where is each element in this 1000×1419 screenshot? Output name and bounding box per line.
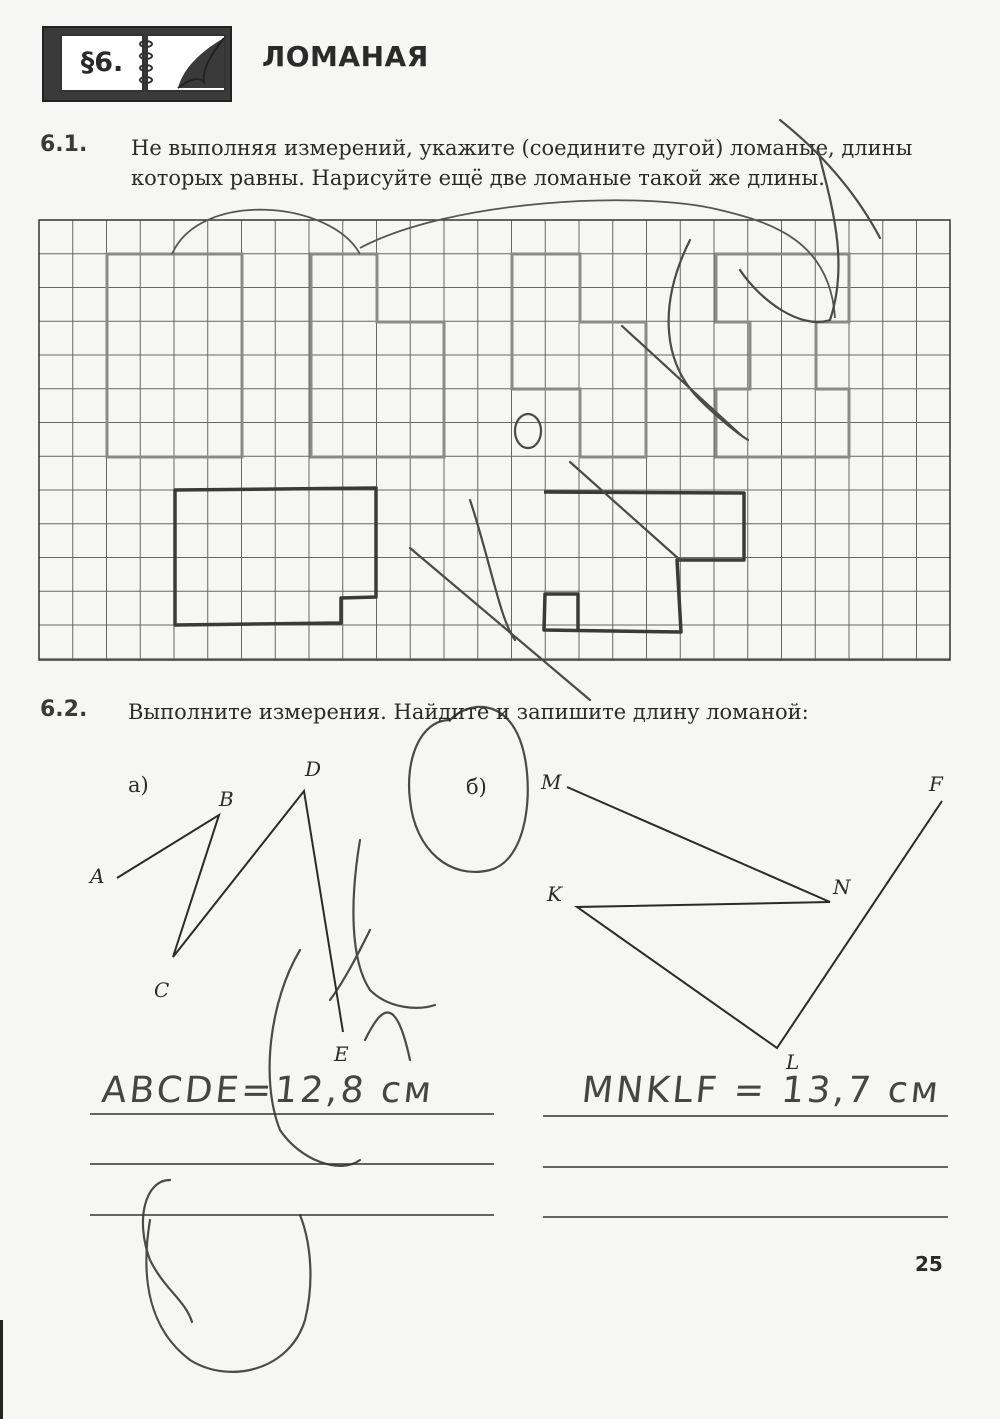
polyline-MNKLF	[567, 787, 942, 1048]
part-b-label: б)	[466, 775, 487, 799]
point-label-e: E	[334, 1042, 349, 1066]
point-label-a: A	[90, 864, 105, 888]
task-6-1-text-line1: Не выполняя измерений, укажите (соедините дугой) ломаные, длины	[131, 136, 913, 160]
task-6-2-text: Выполните измерения. Найдите и запишите длину ломаной:	[128, 700, 809, 724]
connecting-arc-2	[360, 200, 835, 318]
section-number: §6.	[60, 34, 144, 92]
part-a-label: а)	[128, 773, 149, 797]
polyline-ABCDE	[117, 791, 343, 1032]
connecting-arc-1	[172, 210, 360, 254]
point-label-m: M	[541, 770, 562, 794]
point-label-l: L	[786, 1050, 800, 1074]
section-title: ЛОМАНАЯ	[262, 40, 429, 73]
point-label-k: K	[547, 882, 562, 906]
task-6-2-number: 6.2.	[40, 697, 88, 722]
task-6-1-number: 6.1.	[40, 132, 88, 157]
page-number: 25	[915, 1252, 943, 1276]
answer-part-a: ABCDE=12,8 см	[99, 1070, 437, 1111]
task-6-1-text-line2: которых равны. Нарисуйте ещё две ломаные такой же длины.	[131, 166, 825, 190]
point-label-c: C	[154, 978, 170, 1002]
point-label-d: D	[305, 757, 322, 781]
point-label-n: N	[833, 875, 851, 899]
point-label-b: B	[219, 787, 234, 811]
answer-part-b: MNKLF = 13,7 см	[579, 1070, 944, 1111]
point-label-f: F	[929, 772, 943, 796]
scan-edge-mark	[0, 1320, 3, 1419]
